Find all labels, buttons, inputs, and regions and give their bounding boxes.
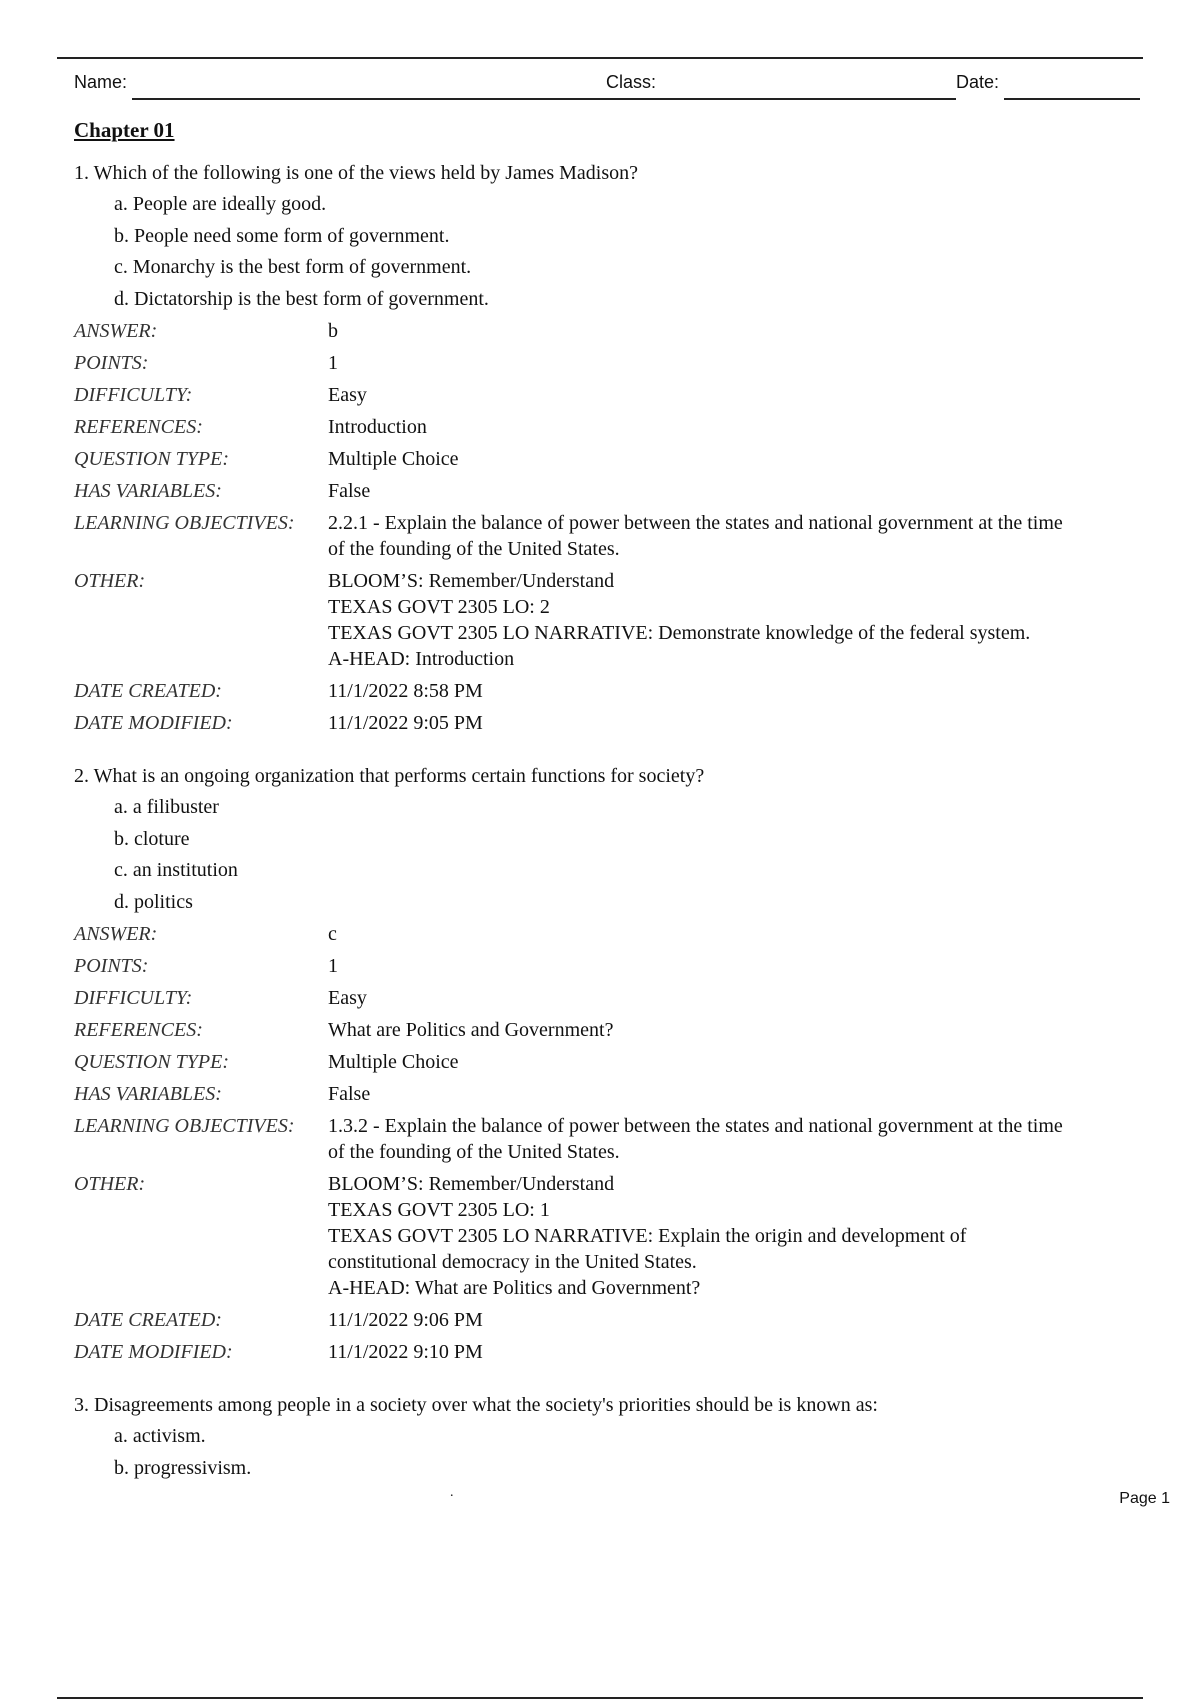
class-label: Class:	[606, 72, 657, 92]
has-variables-row	[74, 475, 1144, 507]
other-value	[328, 1171, 1144, 1301]
other-line: A-HEAD: Introduction	[328, 648, 515, 670]
question-type-row	[74, 443, 1144, 475]
lo-line: of the founding of the United States.	[328, 538, 620, 560]
references-row	[74, 1014, 1144, 1046]
other-line: A-HEAD: What are Politics and Government?	[328, 1277, 701, 1299]
date-modified-value: 11/1/2022 9:05 PM	[328, 712, 483, 734]
other-line: BLOOM’S: Remember/Understand	[328, 570, 615, 592]
lo-line: 2.2.1 - Explain the balance of power between the states and national government at the time	[328, 512, 1063, 534]
difficulty-value: Easy	[328, 384, 367, 406]
difficulty-row	[74, 379, 1144, 411]
date-modified-row	[74, 707, 1144, 739]
points-label: POINTS:	[74, 955, 149, 977]
lo-line: of the founding of the United States.	[328, 1141, 620, 1163]
date-created-value: 11/1/2022 8:58 PM	[328, 680, 483, 702]
date-created-label: DATE CREATED:	[74, 680, 222, 702]
date-line	[1004, 98, 1140, 100]
other-line: TEXAS GOVT 2305 LO NARRATIVE: Explain the origin and development of	[328, 1225, 967, 1247]
points-value: 1	[328, 955, 338, 977]
has-variables-label: HAS VARIABLES:	[74, 480, 222, 502]
learning-objectives-row	[74, 1110, 1144, 1168]
other-line: constitutional democracy in the United States.	[328, 1251, 697, 1273]
bottom-rule	[57, 1697, 1143, 1699]
choice-b: b. progressivism.	[114, 1456, 252, 1479]
references-value: What are Politics and Government?	[328, 1019, 614, 1041]
has-variables-value: False	[328, 1083, 371, 1105]
date-modified-value: 11/1/2022 9:10 PM	[328, 1341, 483, 1363]
question-1	[74, 158, 1144, 739]
top-rule	[57, 57, 1143, 59]
question-type-value: Multiple Choice	[328, 448, 459, 470]
references-label: REFERENCES:	[74, 416, 203, 438]
learning-objectives-label: LEARNING OBJECTIVES:	[74, 1115, 295, 1137]
points-row	[74, 347, 1144, 379]
answer-label: ANSWER:	[74, 923, 158, 945]
choice-c: c. an institution	[114, 859, 238, 881]
question-stem: 1. Which of the following is one of the views held by James Madison?	[74, 162, 638, 184]
choice-a: a. a filibuster	[114, 796, 219, 818]
points-label: POINTS:	[74, 352, 149, 374]
date-modified-label: DATE MODIFIED:	[74, 1341, 233, 1363]
choice-d: d. politics	[114, 890, 193, 913]
learning-objectives-label: LEARNING OBJECTIVES:	[74, 512, 295, 534]
references-row	[74, 411, 1144, 443]
date-label: Date:	[956, 72, 1000, 92]
difficulty-label: DIFFICULTY:	[74, 384, 193, 406]
question-type-value: Multiple Choice	[328, 1051, 459, 1073]
date-created-row	[74, 1304, 1144, 1336]
date-created-label: DATE CREATED:	[74, 1309, 222, 1331]
name-label: Name:	[74, 72, 128, 92]
other-line: TEXAS GOVT 2305 LO: 1	[328, 1199, 550, 1221]
references-label: REFERENCES:	[74, 1019, 203, 1041]
choice-c: c. Monarchy is the best form of government.	[114, 256, 472, 278]
question-type-row	[74, 1046, 1144, 1078]
question-type-label: QUESTION TYPE:	[74, 1051, 230, 1073]
other-line: TEXAS GOVT 2305 LO: 2	[328, 596, 550, 618]
date-created-value: 11/1/2022 9:06 PM	[328, 1309, 483, 1331]
other-value	[328, 568, 1144, 672]
question-3	[74, 1390, 1144, 1484]
question-stem: 2. What is an ongoing organization that performs certain functions for society?	[74, 765, 705, 787]
difficulty-value: Easy	[328, 987, 367, 1009]
learning-objectives-value	[328, 510, 1144, 562]
answer-label: ANSWER:	[74, 320, 158, 342]
references-value: Introduction	[328, 416, 427, 438]
date-modified-label: DATE MODIFIED:	[74, 712, 233, 734]
question-list	[74, 158, 1144, 1506]
other-label: OTHER:	[74, 1173, 146, 1195]
has-variables-value: False	[328, 480, 371, 502]
points-row	[74, 950, 1144, 982]
other-row	[74, 565, 1144, 675]
question-type-label: QUESTION TYPE:	[74, 448, 230, 470]
difficulty-label: DIFFICULTY:	[74, 987, 193, 1009]
choice-d: d. Dictatorship is the best form of government.	[114, 287, 489, 310]
date-created-row	[74, 675, 1144, 707]
lo-line: 1.3.2 - Explain the balance of power between the states and national government at the time	[328, 1115, 1063, 1137]
choice-b: b. People need some form of government.	[114, 224, 450, 247]
footer-dot: .	[450, 1485, 454, 1500]
other-row	[74, 1168, 1144, 1304]
class-line	[664, 98, 956, 100]
other-label: OTHER:	[74, 570, 146, 592]
choice-a: a. People are ideally good.	[114, 193, 327, 215]
question-2	[74, 761, 1144, 1368]
page-number: Page 1	[1119, 1490, 1170, 1507]
learning-objectives-row	[74, 507, 1144, 565]
points-value: 1	[328, 352, 338, 374]
other-line: BLOOM’S: Remember/Understand	[328, 1173, 615, 1195]
chapter-title: Chapter 01	[74, 118, 175, 142]
answer-row	[74, 315, 1144, 347]
choice-b: b. cloture	[114, 827, 190, 850]
question-stem: 3. Disagreements among people in a society over what the society's priorities should be is known as:	[74, 1394, 878, 1416]
name-line	[132, 98, 674, 100]
has-variables-label: HAS VARIABLES:	[74, 1083, 222, 1105]
answer-row	[74, 918, 1144, 950]
learning-objectives-value	[328, 1113, 1144, 1165]
date-modified-row	[74, 1336, 1144, 1368]
answer-value: c	[328, 923, 337, 945]
choice-a: a. activism.	[114, 1425, 206, 1447]
difficulty-row	[74, 982, 1144, 1014]
has-variables-row	[74, 1078, 1144, 1110]
answer-value: b	[328, 320, 338, 342]
other-line: TEXAS GOVT 2305 LO NARRATIVE: Demonstrate knowledge of the federal system.	[328, 622, 1031, 644]
